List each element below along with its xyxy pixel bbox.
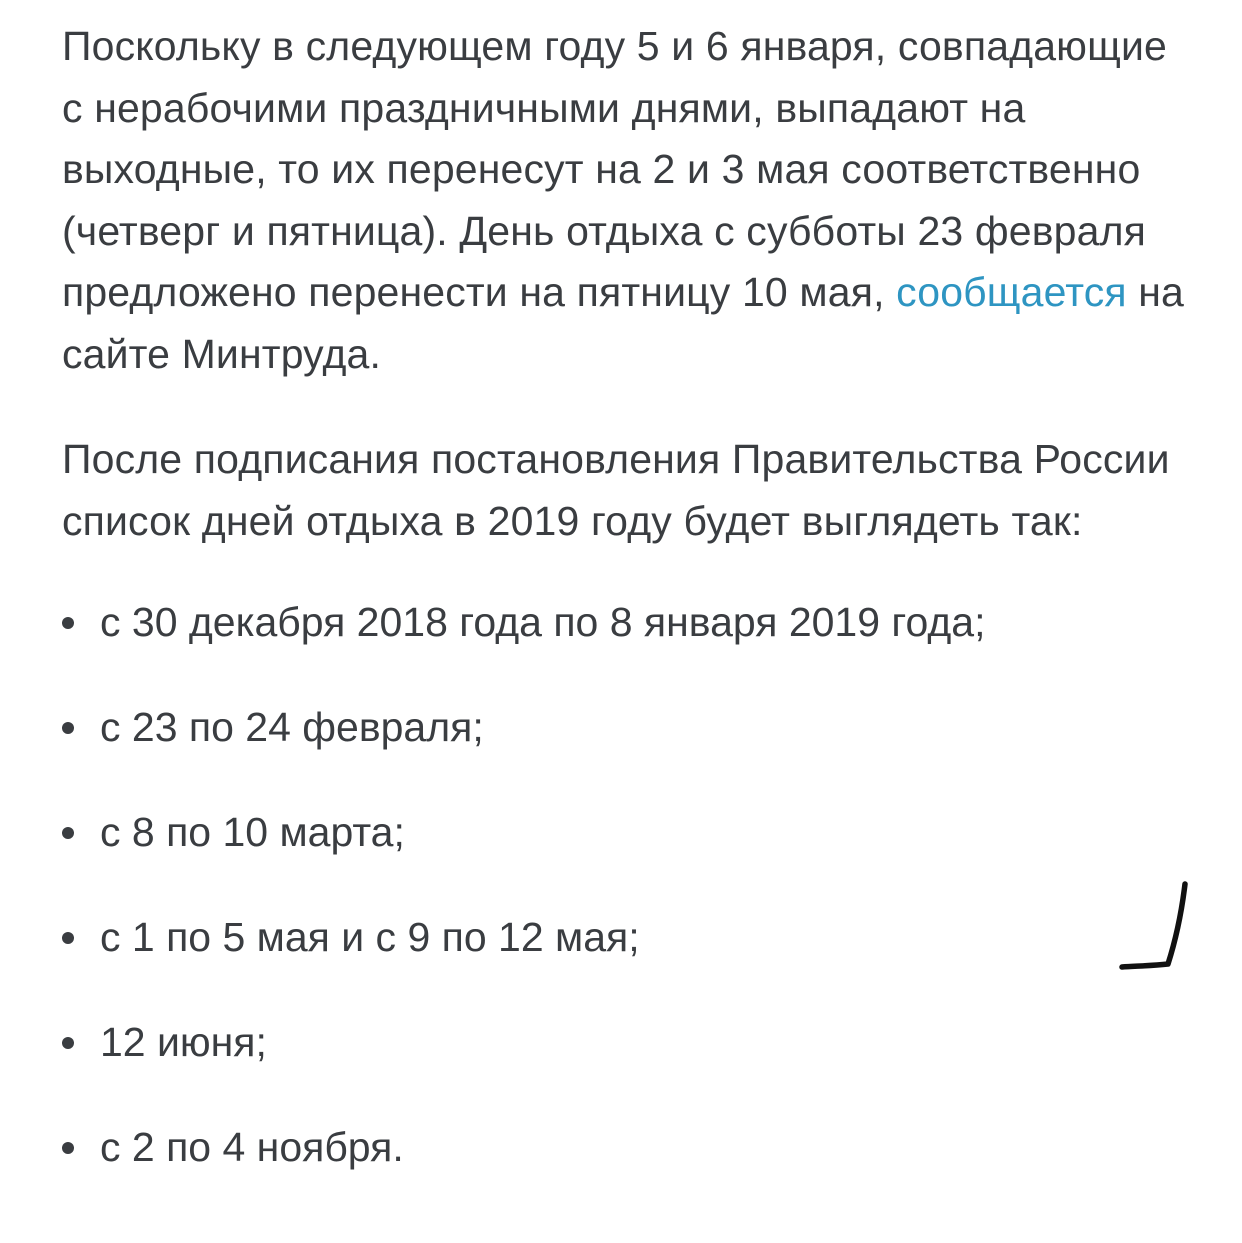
bullet-icon (62, 617, 74, 629)
holiday-period: с 1 по 5 мая и с 9 по 12 мая; (100, 914, 640, 961)
holiday-period: с 30 декабря 2018 года по 8 января 2019 года; (100, 599, 986, 645)
holiday-period: 12 июня; (100, 1019, 267, 1066)
holiday-period: с 2 по 4 ноября. (100, 1124, 404, 1171)
bullet-icon (62, 827, 74, 839)
intro-text-after-link: на сайте Минтруда. (62, 269, 1184, 377)
bullet-icon (62, 722, 74, 734)
list-item (62, 1117, 1192, 1179)
holiday-period: с 23 по 24 февраля; (100, 704, 484, 751)
list-item (62, 1012, 1192, 1074)
list-item (62, 697, 1192, 759)
handwritten-mark-icon (1110, 874, 1200, 974)
holiday-list (62, 592, 1192, 1179)
bullet-icon (62, 1142, 74, 1154)
holiday-period: с 8 по 10 марта; (100, 809, 405, 856)
intro-paragraph (62, 16, 1192, 385)
article-body (62, 16, 1192, 1223)
list-item (62, 592, 1192, 654)
ministry-source-link[interactable]: сообщается (896, 269, 1127, 315)
intro-text-before-link: Поскольку в следующем году 5 и 6 января, совпадающие с нерабочими праздничными днями, выпадают на выходные, то их перенесут на 2 и 3 мая соответственно (четверг и пятница). День отдыха с субботы 23 февраля предложено перенести на пятницу 10 мая, (62, 23, 1167, 315)
bullet-icon (62, 1037, 74, 1049)
list-item (62, 802, 1192, 864)
list-item (62, 907, 1192, 969)
bullet-icon (62, 932, 74, 944)
list-intro-paragraph: После подписания постановления Правительства России список дней отдыха в 2019 году будет выглядеть так: (62, 436, 1170, 544)
